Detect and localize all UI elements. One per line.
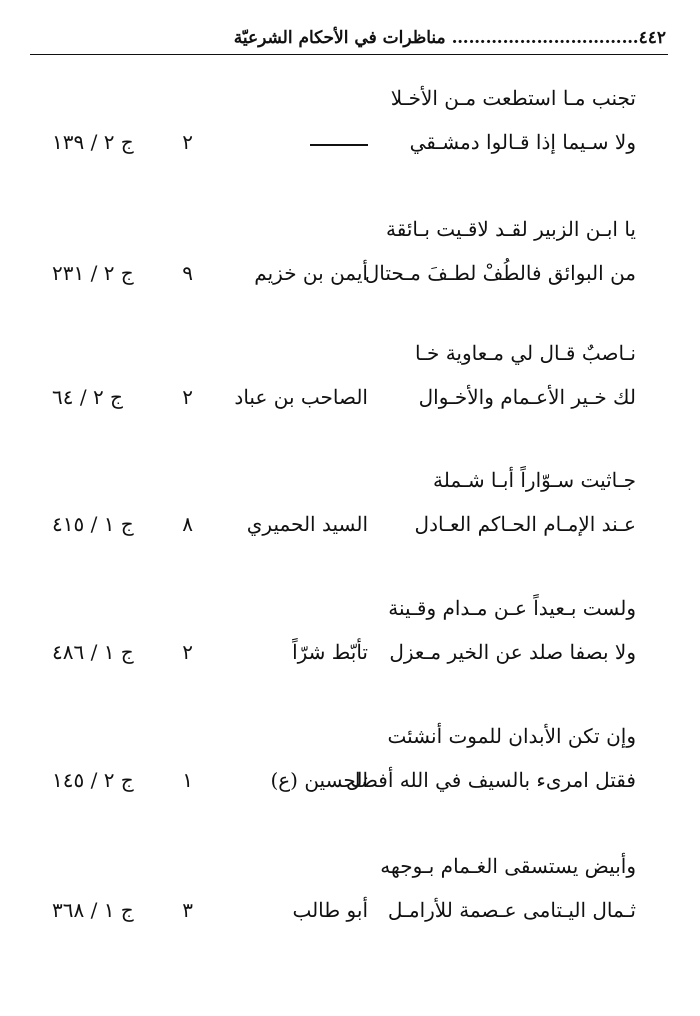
header-dots: …………………………… [451, 28, 639, 48]
verse-count: ٨ [182, 512, 193, 536]
verse-hemistich-2: لك خـير الأعـمام والأخـوال [418, 385, 636, 409]
verse-hemistich-1: نـاصبٌ قـال لي مـعاوية خـا [415, 341, 636, 365]
verse-count: ٢ [182, 130, 193, 154]
page-number: ٤٤٢ [638, 28, 666, 48]
volume-page-ref: ج ٢ / ٦٤ [52, 385, 123, 409]
volume-page-ref: ج ١ / ٣٦٨ [52, 898, 134, 922]
unknown-poet-dash [310, 144, 368, 146]
poet-name: أبو طالب [292, 898, 368, 922]
verse-hemistich-2: فقتل امرىء بالسيف في الله أفضل [345, 768, 636, 792]
volume-page-ref: ج ١ / ٤٨٦ [52, 640, 134, 664]
verse-hemistich-1: وأبيض يستسقى الغـمام بـوجهه [380, 854, 636, 878]
verse-hemistich-2: عـند الإمـام الحـاكم العـادل [414, 512, 636, 536]
volume-page-ref: ج ٢ / ٢٣١ [52, 261, 134, 285]
verse-hemistich-1: يا ابـن الزبير لقـد لاقـيت بـائقة [386, 217, 636, 241]
running-header [30, 26, 668, 55]
poet-name: أيمن بن خزيم [254, 261, 368, 285]
verse-hemistich-1: وإن تكن الأبدان للموت أنشئت [387, 724, 636, 748]
poet-name: الحسين (ع) [270, 768, 368, 792]
verse-hemistich-2: ولا سـيما إذا قـالوا دمشـقي [409, 130, 636, 154]
verse-count: ٢ [182, 640, 193, 664]
poet-name: الصاحب بن عباد [234, 385, 368, 409]
header-text [234, 28, 666, 48]
verse-count: ١ [182, 768, 193, 792]
header-title: مناظرات في الأحكام الشرعيّة [233, 28, 446, 48]
poet-name: السيد الحميري [246, 512, 368, 536]
verse-hemistich-1: تجنب مـا استطعت مـن الأخـلا [390, 86, 636, 110]
verse-hemistich-2: من البوائق فالطُفْ لطـفَ مـحتال [364, 261, 636, 285]
volume-page-ref: ج ٢ / ١٣٩ [52, 130, 134, 154]
volume-page-ref: ج ٢ / ١٤٥ [52, 768, 134, 792]
verse-hemistich-1: جـاثيت سـوّاراً أبـا شـملة [433, 468, 636, 492]
verse-hemistich-2: ولا بصفا صلد عن الخير مـعزل [389, 640, 636, 664]
verse-count: ٣ [182, 898, 193, 922]
poet-name: تأبّط شرّاً [292, 640, 368, 664]
verse-count: ٩ [182, 261, 193, 285]
verse-count: ٢ [182, 385, 193, 409]
verse-hemistich-2: ثـمال اليـتامى عـصمة للأرامـل [387, 898, 636, 922]
verse-hemistich-1: ولست بـعيداً عـن مـدام وقـينة [388, 596, 636, 620]
volume-page-ref: ج ١ / ٤١٥ [52, 512, 134, 536]
